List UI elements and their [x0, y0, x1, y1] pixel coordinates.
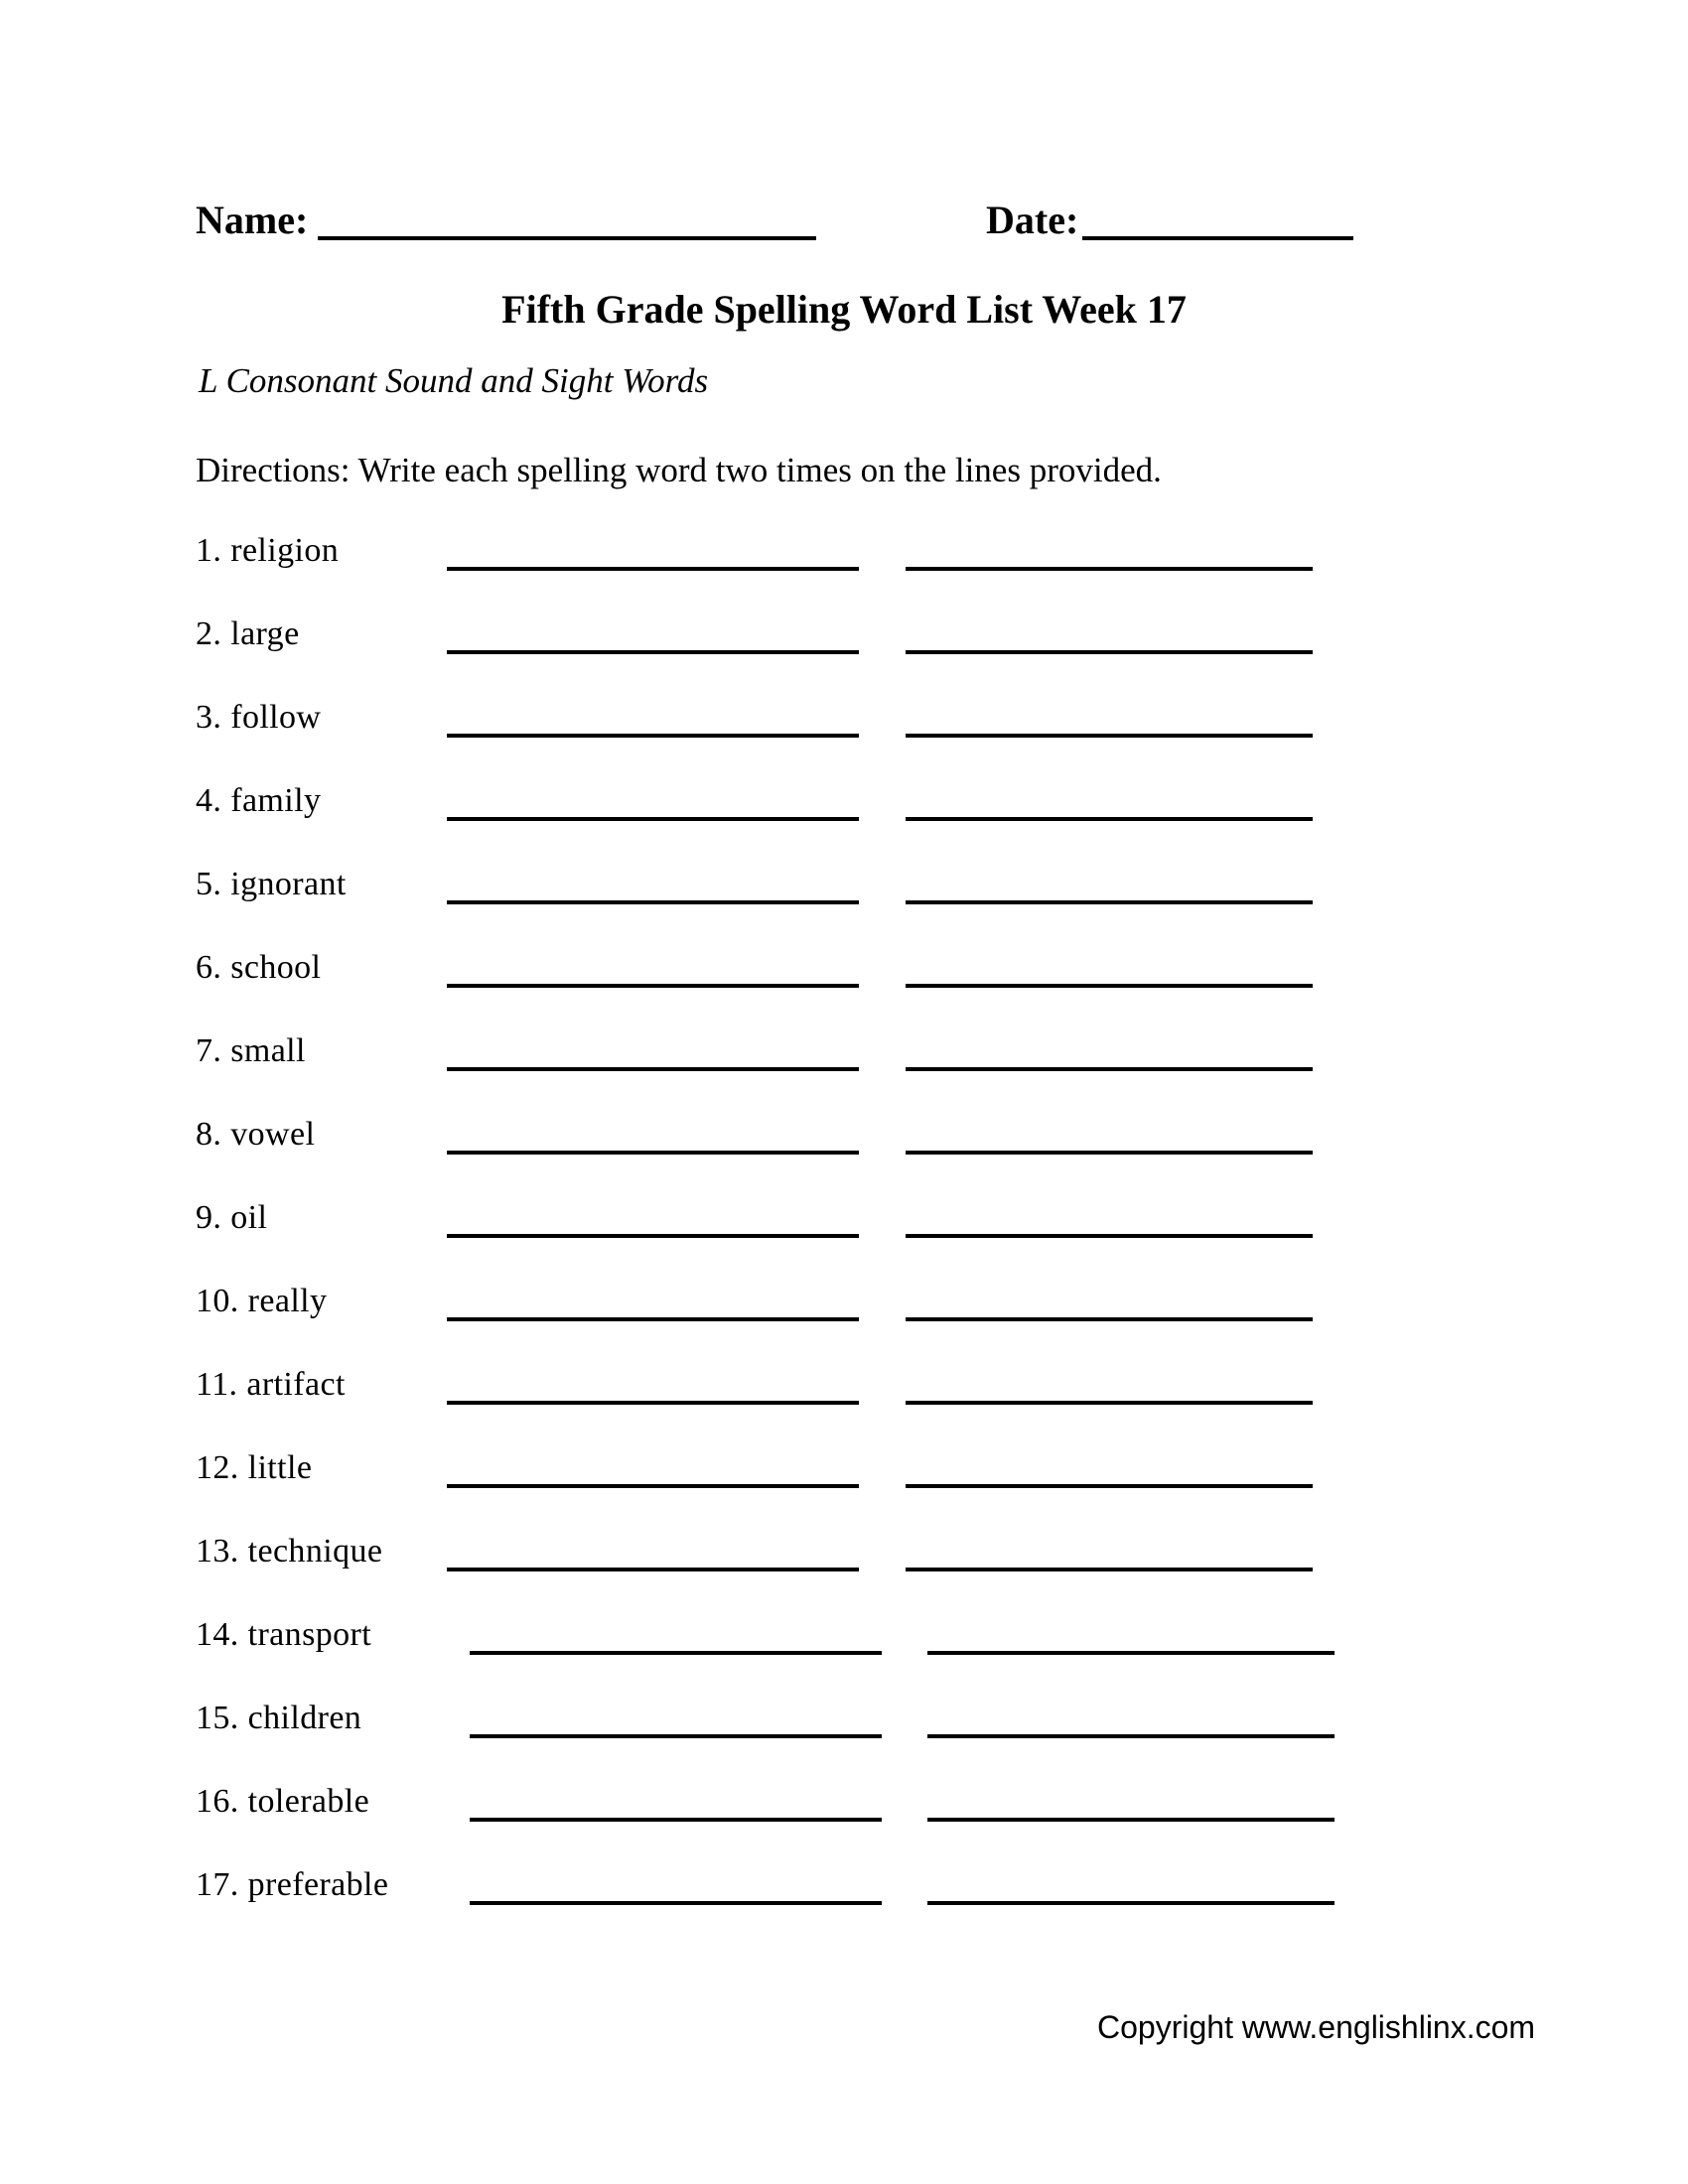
write-line-2	[906, 734, 1313, 738]
word-row	[0, 1699, 1688, 1758]
word-number: 12.	[196, 1449, 239, 1486]
word-number: 11.	[196, 1366, 238, 1403]
write-line-2	[906, 650, 1313, 654]
write-line-1	[470, 1734, 882, 1738]
write-line-2	[927, 1901, 1335, 1905]
word-row	[0, 1031, 1688, 1091]
write-line-1	[470, 1818, 882, 1822]
write-line-1	[447, 1234, 859, 1238]
word-label	[196, 531, 339, 571]
word-text: oil	[230, 1199, 268, 1236]
write-line-2	[906, 1234, 1313, 1238]
word-row	[0, 781, 1688, 841]
word-row	[0, 1115, 1688, 1174]
word-number: 17.	[196, 1866, 239, 1903]
word-label	[196, 1448, 312, 1488]
word-row	[0, 531, 1688, 591]
write-line-2	[906, 1067, 1313, 1071]
word-label	[196, 1699, 361, 1738]
write-line-1	[447, 1317, 859, 1321]
date-label: Date:	[986, 198, 1079, 242]
write-line-2	[906, 1568, 1313, 1571]
word-label	[196, 1365, 346, 1405]
word-label	[196, 614, 300, 654]
word-number: 6.	[196, 949, 222, 986]
word-text: school	[230, 949, 322, 986]
write-line-2	[906, 984, 1313, 988]
write-line-1	[447, 817, 859, 821]
write-line-2	[906, 817, 1313, 821]
word-row	[0, 865, 1688, 924]
word-label	[196, 698, 321, 738]
word-text: little	[247, 1449, 313, 1486]
write-line-2	[927, 1651, 1335, 1655]
word-label	[196, 1532, 382, 1571]
word-label	[196, 781, 321, 821]
word-label	[196, 1115, 315, 1155]
write-line-2	[906, 567, 1313, 571]
word-number: 15.	[196, 1700, 239, 1736]
word-row	[0, 948, 1688, 1008]
copyright-text: Copyright www.englishlinx.com	[1097, 2009, 1536, 2045]
write-line-1	[447, 1484, 859, 1488]
word-row	[0, 698, 1688, 757]
word-row	[0, 614, 1688, 674]
word-row	[0, 1282, 1688, 1341]
word-text: large	[230, 615, 300, 652]
word-text: family	[230, 782, 322, 819]
word-number: 2.	[196, 615, 222, 652]
word-number: 5.	[196, 866, 222, 902]
word-number: 7.	[196, 1032, 222, 1069]
word-text: children	[247, 1700, 362, 1736]
write-line-1	[447, 1401, 859, 1405]
write-line-2	[906, 1151, 1313, 1155]
word-label	[196, 1865, 388, 1905]
word-text: really	[247, 1283, 328, 1319]
write-line-1	[447, 1568, 859, 1571]
write-line-2	[906, 900, 1313, 904]
word-row	[0, 1865, 1688, 1925]
word-text: preferable	[247, 1866, 389, 1903]
word-number: 4.	[196, 782, 222, 819]
word-number: 1.	[196, 532, 222, 569]
write-line-2	[927, 1734, 1335, 1738]
word-label	[196, 1282, 327, 1321]
word-number: 9.	[196, 1199, 222, 1236]
write-line-2	[906, 1317, 1313, 1321]
word-number: 16.	[196, 1783, 239, 1820]
word-number: 13.	[196, 1533, 239, 1570]
word-text: ignorant	[230, 866, 347, 902]
word-row	[0, 1198, 1688, 1258]
word-row	[0, 1615, 1688, 1675]
word-text: transport	[247, 1616, 372, 1653]
word-label	[196, 1031, 306, 1071]
write-line-1	[447, 984, 859, 988]
word-label	[196, 948, 321, 988]
directions-text: Directions: Write each spelling word two times on the lines provided.	[196, 451, 1162, 489]
word-text: artifact	[246, 1366, 346, 1403]
worksheet-subtitle: L Consonant Sound and Sight Words	[199, 361, 709, 400]
word-row	[0, 1532, 1688, 1591]
word-label	[196, 1198, 267, 1238]
word-number: 14.	[196, 1616, 239, 1653]
write-line-1	[447, 1151, 859, 1155]
word-text: religion	[230, 532, 340, 569]
word-label	[196, 1782, 369, 1822]
word-text: tolerable	[247, 1783, 370, 1820]
word-number: 3.	[196, 699, 222, 736]
word-number: 8.	[196, 1116, 222, 1153]
write-line-1	[470, 1901, 882, 1905]
write-line-2	[927, 1818, 1335, 1822]
word-text: vowel	[230, 1116, 316, 1153]
write-line-1	[470, 1651, 882, 1655]
word-text: technique	[247, 1533, 383, 1570]
word-row	[0, 1448, 1688, 1508]
word-label	[196, 865, 347, 904]
name-label: Name:	[196, 198, 309, 242]
word-row	[0, 1365, 1688, 1425]
write-line-1	[447, 650, 859, 654]
write-line-1	[447, 1067, 859, 1071]
word-number: 10.	[196, 1283, 239, 1319]
write-line-1	[447, 734, 859, 738]
word-text: follow	[230, 699, 322, 736]
worksheet-title: Fifth Grade Spelling Word List Week 17	[501, 287, 1187, 332]
write-line-1	[447, 900, 859, 904]
word-text: small	[230, 1032, 306, 1069]
write-line-1	[447, 567, 859, 571]
write-line-2	[906, 1484, 1313, 1488]
word-label	[196, 1615, 371, 1655]
write-line-2	[906, 1401, 1313, 1405]
word-row	[0, 1782, 1688, 1842]
